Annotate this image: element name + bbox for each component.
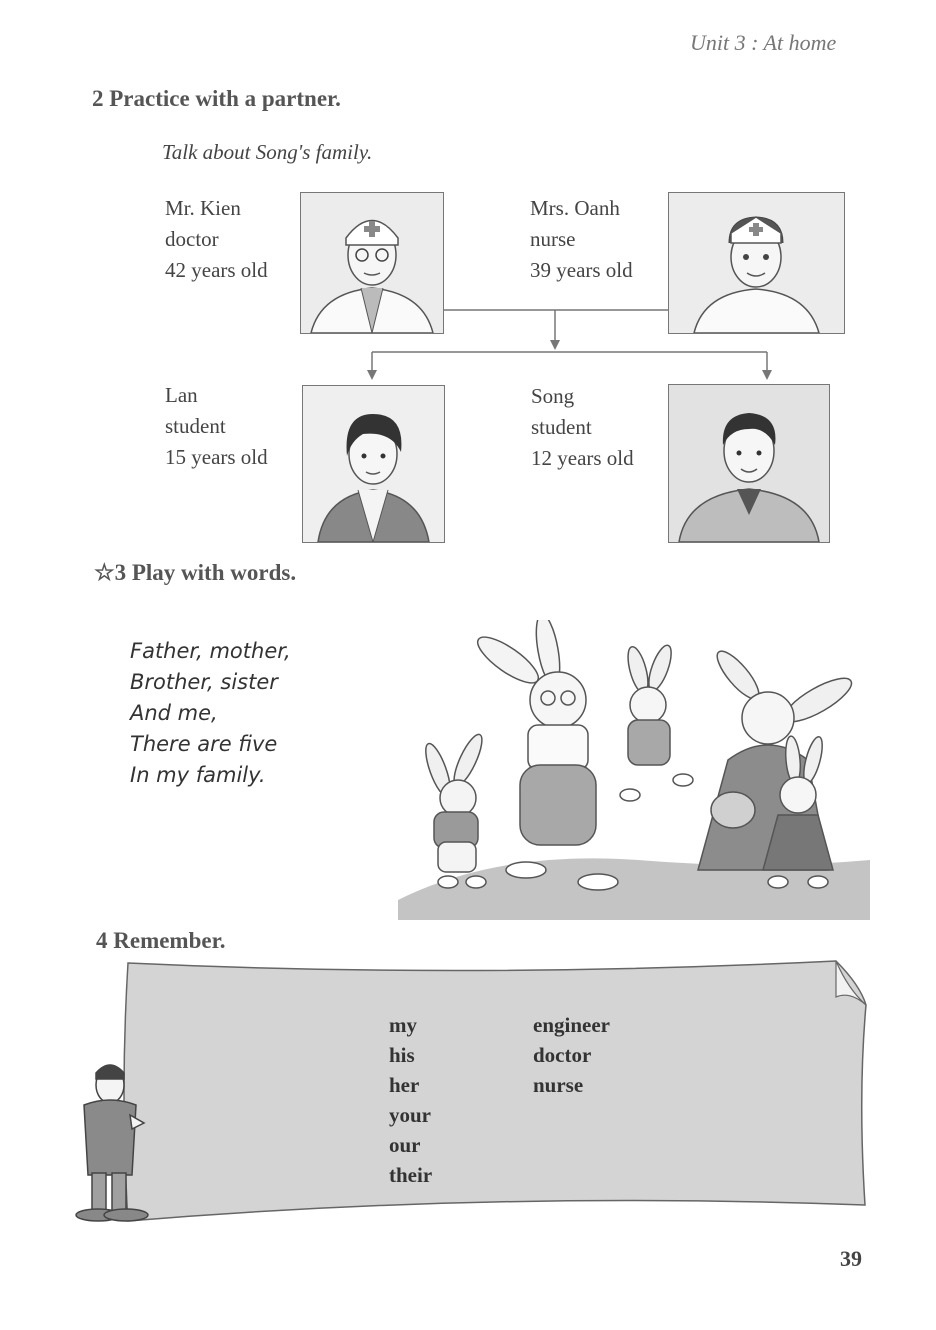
- possessive-word: your: [389, 1103, 431, 1127]
- poem: [130, 636, 291, 791]
- person-info-kien: [165, 193, 268, 286]
- person-job: student: [531, 415, 592, 439]
- person-info-song: [531, 381, 634, 474]
- job-word: engineer: [533, 1013, 610, 1037]
- person-name: Lan: [165, 383, 198, 407]
- girl-student-illustration-icon: [303, 386, 444, 542]
- person-job: nurse: [530, 227, 576, 251]
- poem-line: Father, mother,: [130, 639, 291, 663]
- job-word: nurse: [533, 1073, 584, 1097]
- section-4-title: 4 Remember.: [96, 928, 226, 953]
- possessive-word: her: [389, 1073, 420, 1097]
- person-age: 15 years old: [165, 445, 268, 469]
- possessive-word: his: [389, 1043, 415, 1067]
- possessive-word: our: [389, 1133, 421, 1157]
- person-job: doctor: [165, 227, 219, 251]
- poem-line: And me,: [130, 701, 218, 725]
- possessive-word: my: [389, 1013, 417, 1037]
- job-list: [533, 1010, 610, 1100]
- person-info-oanh: [530, 193, 633, 286]
- person-name: Mrs. Oanh: [530, 196, 620, 220]
- person-age: 12 years old: [531, 446, 634, 470]
- person-age: 39 years old: [530, 258, 633, 282]
- poem-line: There are five: [130, 732, 278, 756]
- section-3-title: ☆3 Play with words.: [94, 560, 297, 585]
- portrait-song: [668, 384, 830, 543]
- page-number: 39: [840, 1246, 862, 1271]
- poem-line: Brother, sister: [130, 670, 278, 694]
- portrait-lan: [302, 385, 445, 543]
- possessive-word: their: [389, 1163, 433, 1187]
- boy-student-illustration-icon: [669, 385, 829, 542]
- unit-header: Unit 3 : At home: [690, 30, 837, 55]
- family-tree-connector: [300, 300, 860, 390]
- job-word: doctor: [533, 1043, 592, 1067]
- poem-line: In my family.: [130, 763, 266, 787]
- rabbit-family-illustration-icon: [398, 620, 870, 920]
- possessive-list: [389, 1010, 432, 1190]
- section-2-title: 2 Practice with a partner.: [92, 86, 341, 111]
- person-info-lan: [165, 380, 268, 473]
- person-age: 42 years old: [165, 258, 268, 282]
- section-2-instruction: Talk about Song's family.: [162, 140, 373, 164]
- person-job: student: [165, 414, 226, 438]
- person-name: Mr. Kien: [165, 196, 241, 220]
- remember-banner: [70, 955, 870, 1225]
- person-name: Song: [531, 384, 575, 408]
